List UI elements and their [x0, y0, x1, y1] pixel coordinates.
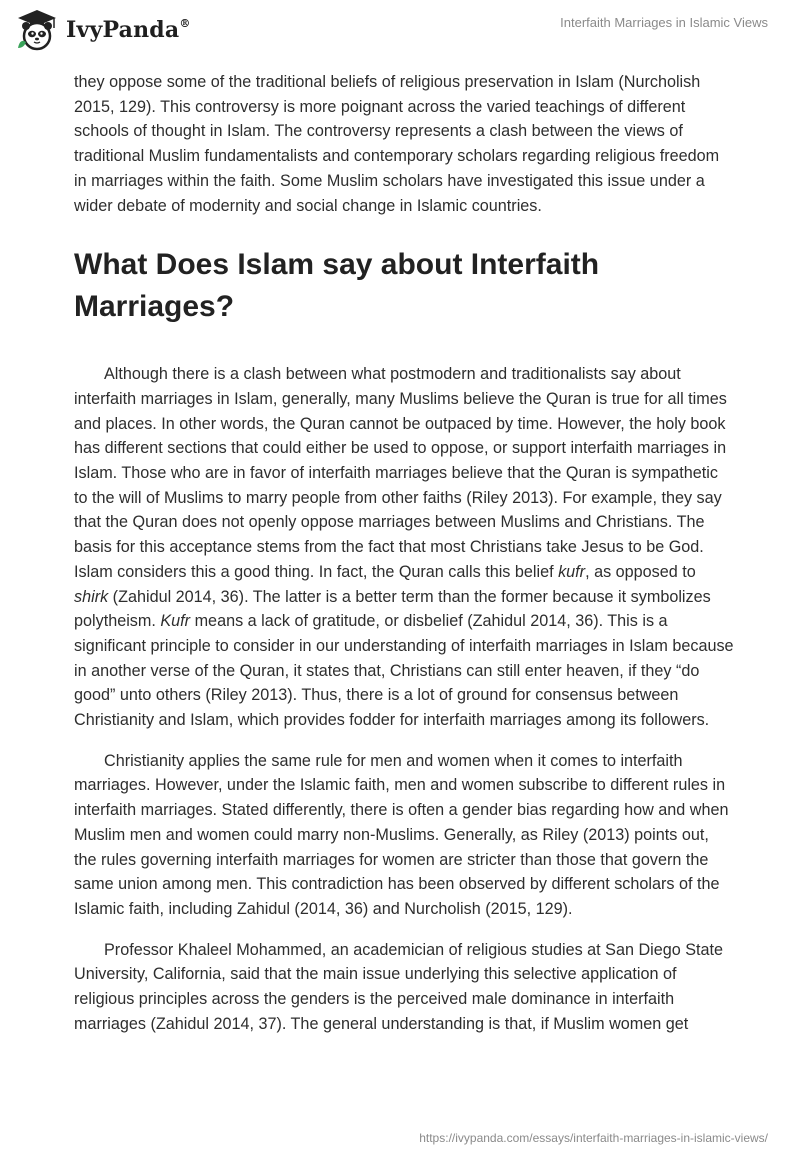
- brand-name: IvyPanda®: [66, 16, 191, 43]
- paragraph-2: Christianity applies the same rule for men and women when it comes to interfaith marriages. However, under the Islamic faith, men and women subscribe to different rules in interfaith marriages. Stated differently, there is often a gender bias regarding how and when Muslim men and women could marry non-Muslims. Generally, as Riley (2013) points out, the rules governing interfaith marriages for women are stricter than those that govern the same union among men. This contradiction has been observed by different scholars of the Islamic faith, including Zahidul (2014, 36) and Nurcholish (2015, 129).: [74, 751, 729, 918]
- paragraph-1: Although there is a clash between what postmodern and traditionalists say about interfaith marriages in Islam, generally, many Muslims believe the Quran is true for all times and places. In other words, the Quran cannot be outpaced by time. However, the holy book has different sections that could either be used to oppose, or support interfaith marriages in Islam. Those who are in favor of interfaith marriages believe that the Quran is sympathetic to the will of Muslims to marry people from other faiths (Riley 2013). For example, they say that the Quran does not openly oppose marriages between Muslims and Christians. The basis for this acceptance stems from the fact that most Christians take Jesus to be God. Islam considers this a good thing. In fact, the Quran calls this belief kufr, as opposed to shirk (Zahidul 2014, 36). The latter is a better term than the former because it symbolizes polytheism. Kufr means a lack of gratitude, or disbelief (Zahidul 2014, 36). This is a significant principle to consider in our understanding of interfaith marriages in Islam because in another verse of the Quran, it states that, Christians can still enter heaven, if they “do good” unto others (Riley 2013). Thus, there is a lot of ground for consensus between Christianity and Islam, which provides fodder for interfaith marriages among its followers.: [74, 365, 734, 730]
- panda-graduate-icon: [14, 8, 60, 52]
- document-title: Interfaith Marriages in Islamic Views: [560, 15, 768, 30]
- intro-paragraph: they oppose some of the traditional beliefs of religious preservation in Islam (Nurcholish 2015, 129). This controversy is more poignant across the varied teachings of different schools of thought in Islam. The controversy represents a clash between the views of traditional Muslim fundamentalists and contemporary scholars regarding religious freedom in marriages within the faith. Some Muslim scholars have investigated this issue under a wider debate of modernity and social change in Islamic countries.: [74, 73, 720, 215]
- section-heading: What Does Islam say about Interfaith Marriages?: [74, 248, 600, 324]
- essay-content: [74, 70, 734, 1037]
- page-header: [0, 0, 800, 60]
- ivypanda-logo[interactable]: [14, 8, 191, 52]
- paragraph-3: Professor Khaleel Mohammed, an academician of religious studies at San Diego State University, California, said that the main issue underlying this selective application of religious principles across the genders is the perceived male dominance in interfaith marriages (Zahidul 2014, 37). The general understanding is that, if Muslim women get: [74, 940, 724, 1033]
- source-url[interactable]: https://ivypanda.com/essays/interfaith-marriages-in-islamic-views/: [419, 1131, 768, 1145]
